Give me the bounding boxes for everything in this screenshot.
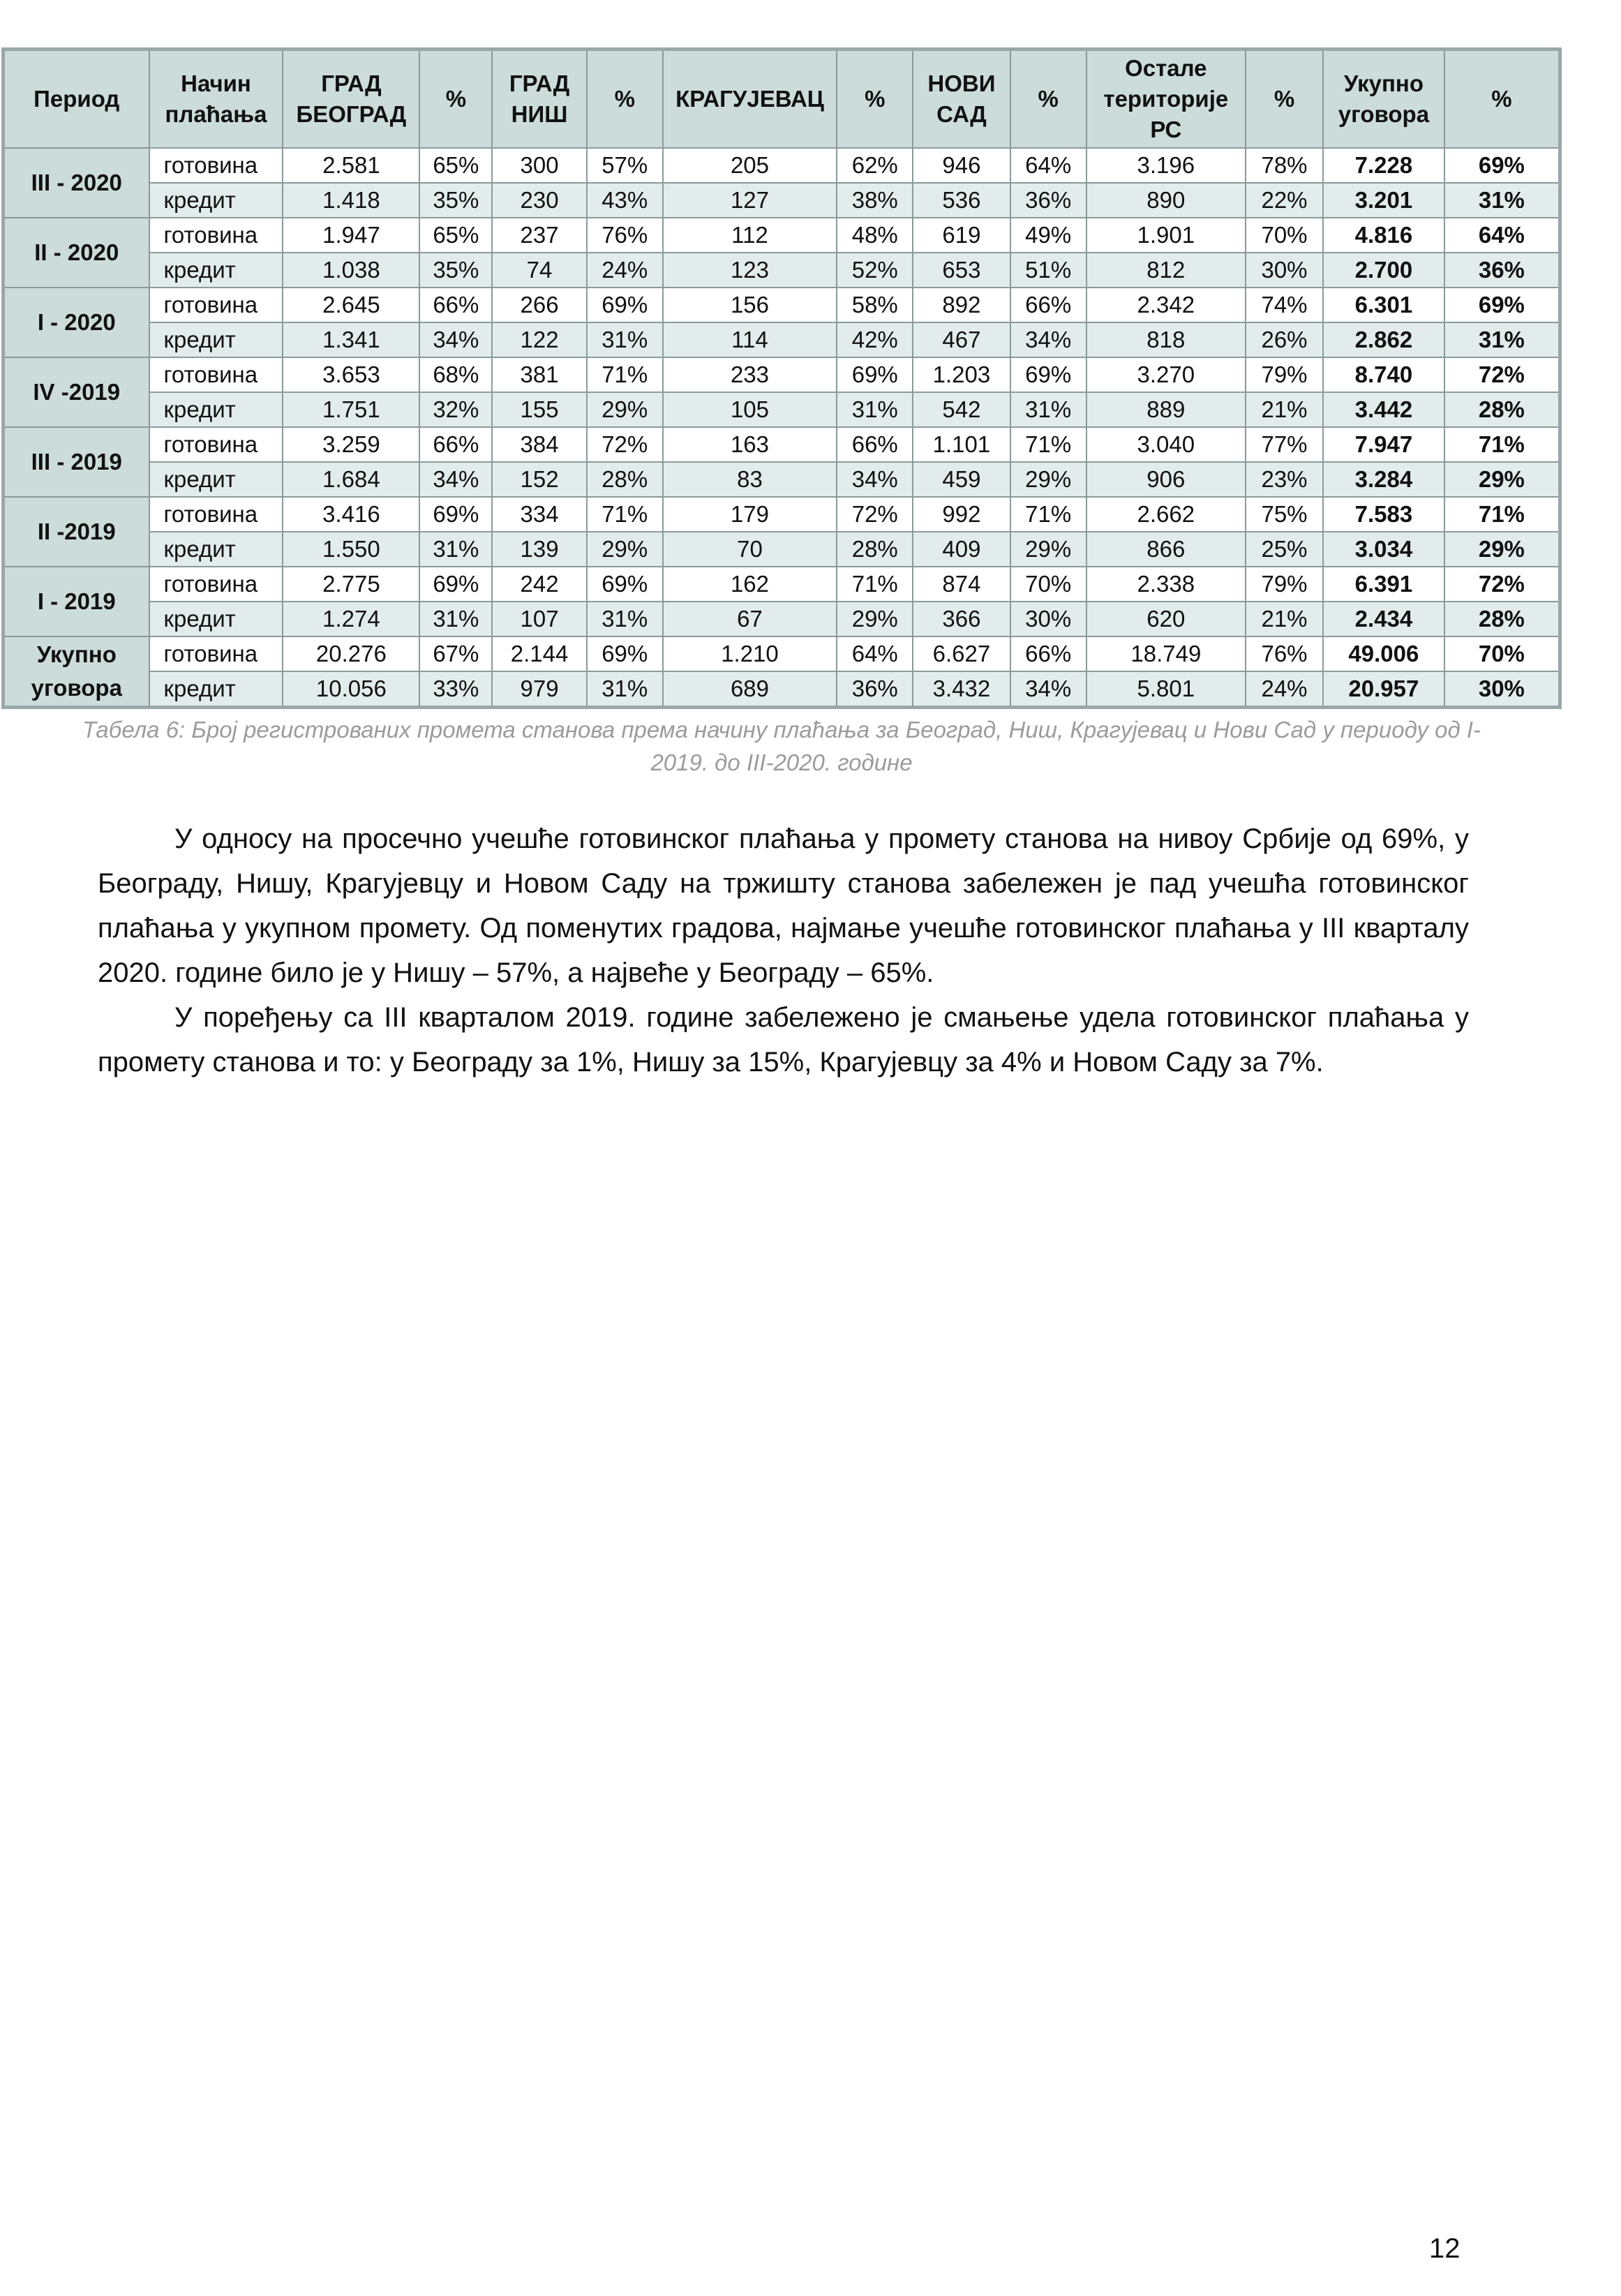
value-cell: 66% [1010, 288, 1086, 322]
value-cell: 62% [837, 148, 913, 183]
value-cell: 79% [1246, 357, 1323, 392]
value-cell: 384 [492, 427, 586, 462]
value-cell: 22% [1246, 183, 1323, 218]
value-cell: 31% [587, 671, 663, 708]
value-cell: 72% [587, 427, 663, 462]
value-cell: 230 [492, 183, 586, 218]
value-cell: 69% [837, 357, 913, 392]
value-cell: 2.581 [283, 148, 419, 183]
value-cell: 28% [1444, 602, 1560, 636]
table-row [3, 183, 1560, 218]
value-cell: 2.700 [1323, 253, 1444, 288]
value-cell: 1.751 [283, 392, 419, 427]
value-cell: 10.056 [283, 671, 419, 708]
value-cell: 68% [419, 357, 492, 392]
value-cell: 28% [837, 532, 913, 567]
value-cell: 78% [1246, 148, 1323, 183]
value-cell: 3.259 [283, 427, 419, 462]
value-cell: 20.957 [1323, 671, 1444, 708]
value-cell: 48% [837, 218, 913, 253]
table-row [3, 497, 1560, 532]
value-cell: 334 [492, 497, 586, 532]
value-cell: 2.338 [1086, 567, 1246, 602]
header-other-territories-pct: % [1246, 50, 1323, 149]
value-cell: 69% [419, 567, 492, 602]
value-cell: 28% [587, 462, 663, 497]
payment-method-cell: готовина [149, 218, 283, 253]
table-row [3, 567, 1560, 602]
value-cell: 65% [419, 218, 492, 253]
value-cell: 1.418 [283, 183, 419, 218]
table-caption: Табела 6: Број регистрованих промета станова према начину плаћања за Београд, Ниш, Крагујевац и Нови Сад у периоду од I-2019. до III-2020. године [82, 717, 1481, 775]
value-cell: 7.228 [1323, 148, 1444, 183]
period-cell: III - 2019 [3, 427, 149, 497]
period-cell: I - 2019 [3, 567, 149, 636]
value-cell: 31% [419, 532, 492, 567]
value-cell: 3.284 [1323, 462, 1444, 497]
value-cell: 49.006 [1323, 636, 1444, 671]
header-kragujevac: КРАГУЈЕВАЦ [663, 50, 837, 149]
value-cell: 3.034 [1323, 532, 1444, 567]
value-cell: 64% [837, 636, 913, 671]
value-cell: 28% [1444, 392, 1560, 427]
header-belgrade-pct: % [419, 50, 492, 149]
value-cell: 536 [913, 183, 1010, 218]
table-body [3, 148, 1560, 708]
header-period: Период [3, 50, 149, 149]
value-cell: 69% [1444, 148, 1560, 183]
value-cell: 71% [587, 357, 663, 392]
value-cell: 3.040 [1086, 427, 1246, 462]
value-cell: 18.749 [1086, 636, 1246, 671]
value-cell: 112 [663, 218, 837, 253]
value-cell: 34% [837, 462, 913, 497]
paragraph-1 [98, 817, 1469, 995]
value-cell: 233 [663, 357, 837, 392]
value-cell: 26% [1246, 322, 1323, 357]
value-cell: 866 [1086, 532, 1246, 567]
value-cell: 66% [837, 427, 913, 462]
value-cell: 3.442 [1323, 392, 1444, 427]
value-cell: 72% [1444, 567, 1560, 602]
value-cell: 69% [587, 636, 663, 671]
header-belgrade: ГРАД БЕОГРАД [283, 50, 419, 149]
value-cell: 1.210 [663, 636, 837, 671]
value-cell: 71% [587, 497, 663, 532]
table-row [3, 636, 1560, 671]
value-cell: 6.627 [913, 636, 1010, 671]
value-cell: 65% [419, 148, 492, 183]
value-cell: 64% [1010, 148, 1086, 183]
value-cell: 7.583 [1323, 497, 1444, 532]
value-cell: 33% [419, 671, 492, 708]
value-cell: 237 [492, 218, 586, 253]
value-cell: 2.342 [1086, 288, 1246, 322]
header-nis-pct: % [587, 50, 663, 149]
value-cell: 3.201 [1323, 183, 1444, 218]
value-cell: 30% [1444, 671, 1560, 708]
value-cell: 459 [913, 462, 1010, 497]
value-cell: 2.662 [1086, 497, 1246, 532]
value-cell: 36% [1444, 253, 1560, 288]
value-cell: 29% [1444, 462, 1560, 497]
payment-method-cell: готовина [149, 357, 283, 392]
value-cell: 979 [492, 671, 586, 708]
header-kragujevac-pct: % [837, 50, 913, 149]
value-cell: 366 [913, 602, 1010, 636]
value-cell: 31% [419, 602, 492, 636]
value-cell: 689 [663, 671, 837, 708]
value-cell: 2.645 [283, 288, 419, 322]
table-row [3, 532, 1560, 567]
value-cell: 1.341 [283, 322, 419, 357]
value-cell: 874 [913, 567, 1010, 602]
value-cell: 30% [1246, 253, 1323, 288]
value-cell: 992 [913, 497, 1010, 532]
value-cell: 818 [1086, 322, 1246, 357]
value-cell: 49% [1010, 218, 1086, 253]
value-cell: 122 [492, 322, 586, 357]
value-cell: 31% [587, 602, 663, 636]
value-cell: 3.653 [283, 357, 419, 392]
header-payment-method: Начин плаћања [149, 50, 283, 149]
value-cell: 71% [837, 567, 913, 602]
header-other-territories: Остале територије РС [1086, 50, 1246, 149]
value-cell: 83 [663, 462, 837, 497]
value-cell: 21% [1246, 392, 1323, 427]
value-cell: 3.196 [1086, 148, 1246, 183]
value-cell: 205 [663, 148, 837, 183]
value-cell: 162 [663, 567, 837, 602]
payment-method-cell: кредит [149, 253, 283, 288]
value-cell: 35% [419, 183, 492, 218]
value-cell: 1.101 [913, 427, 1010, 462]
value-cell: 66% [419, 288, 492, 322]
value-cell: 71% [1010, 427, 1086, 462]
value-cell: 52% [837, 253, 913, 288]
payment-method-cell: готовина [149, 497, 283, 532]
value-cell: 20.276 [283, 636, 419, 671]
payment-method-cell: готовина [149, 636, 283, 671]
value-cell: 266 [492, 288, 586, 322]
table-row [3, 357, 1560, 392]
table-row [3, 392, 1560, 427]
value-cell: 32% [419, 392, 492, 427]
period-cell: II -2019 [3, 497, 149, 567]
value-cell: 31% [1444, 322, 1560, 357]
value-cell: 72% [837, 497, 913, 532]
value-cell: 4.816 [1323, 218, 1444, 253]
value-cell: 34% [1010, 322, 1086, 357]
value-cell: 467 [913, 322, 1010, 357]
value-cell: 29% [587, 532, 663, 567]
value-cell: 69% [419, 497, 492, 532]
value-cell: 123 [663, 253, 837, 288]
table-row [3, 253, 1560, 288]
value-cell: 66% [1010, 636, 1086, 671]
value-cell: 5.801 [1086, 671, 1246, 708]
value-cell: 69% [587, 288, 663, 322]
value-cell: 23% [1246, 462, 1323, 497]
value-cell: 70 [663, 532, 837, 567]
value-cell: 77% [1246, 427, 1323, 462]
value-cell: 76% [587, 218, 663, 253]
value-cell: 653 [913, 253, 1010, 288]
value-cell: 71% [1444, 427, 1560, 462]
value-cell: 36% [1010, 183, 1086, 218]
value-cell: 34% [419, 462, 492, 497]
header-novi-sad-pct: % [1010, 50, 1086, 149]
value-cell: 24% [587, 253, 663, 288]
value-cell: 2.862 [1323, 322, 1444, 357]
header-nis: ГРАД НИШ [492, 50, 586, 149]
table-row [3, 322, 1560, 357]
value-cell: 25% [1246, 532, 1323, 567]
value-cell: 1.901 [1086, 218, 1246, 253]
value-cell: 71% [1010, 497, 1086, 532]
payment-method-cell: кредит [149, 671, 283, 708]
value-cell: 542 [913, 392, 1010, 427]
value-cell: 890 [1086, 183, 1246, 218]
value-cell: 152 [492, 462, 586, 497]
value-cell: 3.432 [913, 671, 1010, 708]
value-cell: 1.947 [283, 218, 419, 253]
value-cell: 58% [837, 288, 913, 322]
value-cell: 31% [837, 392, 913, 427]
table-row [3, 218, 1560, 253]
value-cell: 76% [1246, 636, 1323, 671]
value-cell: 2.775 [283, 567, 419, 602]
value-cell: 1.550 [283, 532, 419, 567]
period-cell: III - 2020 [3, 148, 149, 218]
value-cell: 30% [1010, 602, 1086, 636]
value-cell: 29% [837, 602, 913, 636]
table-row [3, 427, 1560, 462]
payment-method-cell: кредит [149, 602, 283, 636]
value-cell: 75% [1246, 497, 1323, 532]
value-cell: 8.740 [1323, 357, 1444, 392]
period-cell: Укупно уговора [3, 636, 149, 708]
value-cell: 107 [492, 602, 586, 636]
value-cell: 179 [663, 497, 837, 532]
value-cell: 69% [1010, 357, 1086, 392]
value-cell: 105 [663, 392, 837, 427]
value-cell: 38% [837, 183, 913, 218]
value-cell: 36% [837, 671, 913, 708]
header-total-pct: % [1444, 50, 1560, 149]
value-cell: 619 [913, 218, 1010, 253]
value-cell: 892 [913, 288, 1010, 322]
value-cell: 24% [1246, 671, 1323, 708]
table-row [3, 462, 1560, 497]
value-cell: 70% [1010, 567, 1086, 602]
value-cell: 34% [1010, 671, 1086, 708]
payment-method-cell: кредит [149, 532, 283, 567]
value-cell: 35% [419, 253, 492, 288]
paragraph-2-text: У поређењу са III кварталом 2019. године забележено је смањење удела готовинског плаћања у промету станова и то: у Београду за 1%, Нишу за 15%, Крагујевцу за 4% и Новом Саду за 7%. [98, 1002, 1469, 1078]
value-cell: 43% [587, 183, 663, 218]
value-cell: 72% [1444, 357, 1560, 392]
header-novi-sad: НОВИ САД [913, 50, 1010, 149]
value-cell: 2.144 [492, 636, 586, 671]
value-cell: 29% [587, 392, 663, 427]
value-cell: 812 [1086, 253, 1246, 288]
value-cell: 1.038 [283, 253, 419, 288]
value-cell: 1.203 [913, 357, 1010, 392]
value-cell: 300 [492, 148, 586, 183]
value-cell: 71% [1444, 497, 1560, 532]
value-cell: 42% [837, 322, 913, 357]
value-cell: 906 [1086, 462, 1246, 497]
value-cell: 29% [1010, 532, 1086, 567]
table-header-row [3, 50, 1560, 149]
value-cell: 29% [1010, 462, 1086, 497]
payment-method-cell: готовина [149, 148, 283, 183]
payment-method-cell: готовина [149, 567, 283, 602]
value-cell: 2.434 [1323, 602, 1444, 636]
value-cell: 79% [1246, 567, 1323, 602]
header-total-contracts: Укупно уговора [1323, 50, 1444, 149]
value-cell: 114 [663, 322, 837, 357]
payment-method-cell: кредит [149, 462, 283, 497]
period-cell: I - 2020 [3, 288, 149, 357]
payment-method-cell: кредит [149, 322, 283, 357]
value-cell: 31% [587, 322, 663, 357]
value-cell: 6.391 [1323, 567, 1444, 602]
value-cell: 51% [1010, 253, 1086, 288]
value-cell: 946 [913, 148, 1010, 183]
value-cell: 29% [1444, 532, 1560, 567]
table-row [3, 671, 1560, 708]
value-cell: 381 [492, 357, 586, 392]
value-cell: 67% [419, 636, 492, 671]
value-cell: 67 [663, 602, 837, 636]
value-cell: 70% [1246, 218, 1323, 253]
payment-method-cell: кредит [149, 392, 283, 427]
value-cell: 69% [1444, 288, 1560, 322]
value-cell: 31% [1010, 392, 1086, 427]
table-row [3, 288, 1560, 322]
value-cell: 242 [492, 567, 586, 602]
value-cell: 3.270 [1086, 357, 1246, 392]
value-cell: 69% [587, 567, 663, 602]
payment-method-cell: готовина [149, 427, 283, 462]
value-cell: 889 [1086, 392, 1246, 427]
value-cell: 74 [492, 253, 586, 288]
value-cell: 66% [419, 427, 492, 462]
value-cell: 163 [663, 427, 837, 462]
payment-method-cell: готовина [149, 288, 283, 322]
value-cell: 620 [1086, 602, 1246, 636]
value-cell: 1.684 [283, 462, 419, 497]
cash-credit-table [1, 47, 1562, 709]
paragraph-2 [98, 995, 1469, 1084]
value-cell: 7.947 [1323, 427, 1444, 462]
value-cell: 3.416 [283, 497, 419, 532]
value-cell: 21% [1246, 602, 1323, 636]
table-row [3, 602, 1560, 636]
value-cell: 139 [492, 532, 586, 567]
value-cell: 155 [492, 392, 586, 427]
value-cell: 1.274 [283, 602, 419, 636]
table-row [3, 148, 1560, 183]
paragraph-1-text: У односу на просечно учешће готовинског плаћања у промету станова на нивоу Србије од 69%, у Београду, Нишу, Крагујевцу и Новом Саду на тржишту станова забележен је пад учешћа готовинског плаћања у укупном промету. Од поменутих градова, најмање учешће готовинског плаћања у III кварталу 2020. године било је у Нишу – 57%, а највеће у Београду – 65%. [98, 823, 1469, 988]
value-cell: 64% [1444, 218, 1560, 253]
value-cell: 6.301 [1323, 288, 1444, 322]
value-cell: 57% [587, 148, 663, 183]
page-number: 12 [1429, 2233, 1461, 2264]
value-cell: 156 [663, 288, 837, 322]
period-cell: II - 2020 [3, 218, 149, 288]
value-cell: 34% [419, 322, 492, 357]
value-cell: 74% [1246, 288, 1323, 322]
payment-method-cell: кредит [149, 183, 283, 218]
value-cell: 70% [1444, 636, 1560, 671]
value-cell: 31% [1444, 183, 1560, 218]
period-cell: IV -2019 [3, 357, 149, 427]
value-cell: 127 [663, 183, 837, 218]
value-cell: 409 [913, 532, 1010, 567]
